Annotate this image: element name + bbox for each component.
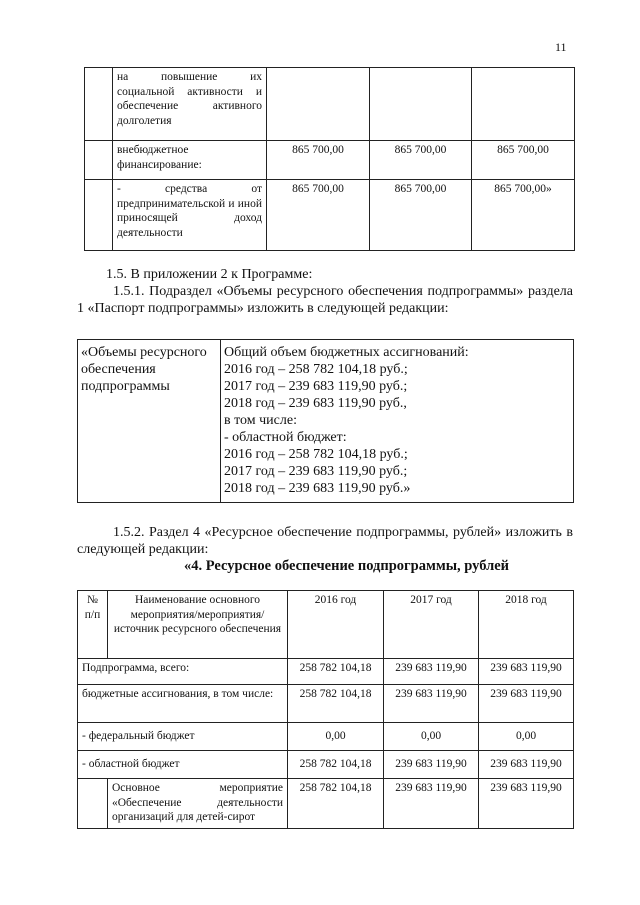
value-cell: 258 782 104,18 [288,685,384,723]
row-label: «Объемы ресурсного обеспечения подпрограммы [78,340,221,503]
table-row [78,751,574,779]
value-cell: 239 683 119,90 [384,779,479,829]
continuation-table [84,67,575,251]
value-cell: 258 782 104,18 [288,751,384,779]
table-row [78,659,574,685]
value-cell: 258 782 104,18 [288,779,384,829]
header-num: № п/п [78,591,108,659]
row-label: - средства от предпринимательской и иной приносящей доход деятельности [113,180,267,251]
paragraph-1-5: 1.5. В приложении 2 к Программе: [106,267,313,282]
value-cell: 865 700,00 [267,180,370,251]
value-cell: 0,00 [479,723,574,751]
row-label: - областной бюджет [78,751,288,779]
resource-volume-table [77,339,574,503]
table-row [85,68,575,141]
table-header-row [78,591,574,659]
value-cell: 865 700,00 [472,141,575,180]
value-cell: 239 683 119,90 [384,685,479,723]
resource-volume-text: Общий объем бюджетных ассигнований: 2016 год – 258 782 104,18 руб.; 2017 год – 239 683 119,90 руб.; 2018 год – 239 683 119,90 руб., в том числе: - областной бюджет: 2016 год – 258 782 104,18 руб.; 2017 год – 239 683 119,90 руб.; 2018 год – 239 683 119,90 руб.» [221,340,574,503]
value-cell: 865 700,00 [267,141,370,180]
row-label: бюджетные ассигнования, в том числе: [78,685,288,723]
row-label: внебюджетное финансирование: [113,141,267,180]
table-row [78,723,574,751]
paragraph-1-5-1: 1.5.1. Подраздел «Объемы ресурсного обеспечения подпрограммы» раздела 1 «Паспорт подпрограммы» изложить в следующей редакции: [77,284,573,316]
value-cell: 239 683 119,90 [479,685,574,723]
header-name: Наименование основного мероприятия/мероприятия/ источник ресурсного обеспечения [108,591,288,659]
header-2017: 2017 год [384,591,479,659]
row-label: на повышение их социальной активности и обеспечение активного долголетия [113,68,267,141]
value-cell: 258 782 104,18 [288,659,384,685]
page-number: 11 [555,40,567,54]
row-label: Основное мероприятие «Обеспечение деятельности организаций для детей-сирот [108,779,288,829]
table-row [78,685,574,723]
value-cell: 239 683 119,90 [479,751,574,779]
value-cell: 239 683 119,90 [384,659,479,685]
value-cell: 239 683 119,90 [479,779,574,829]
table-row [85,180,575,251]
value-cell: 239 683 119,90 [479,659,574,685]
value-cell: 0,00 [288,723,384,751]
value-cell: 239 683 119,90 [384,751,479,779]
value-cell: 865 700,00 [370,141,472,180]
table-row [78,340,574,503]
paragraph-1-5-2: 1.5.2. Раздел 4 «Ресурсное обеспечение подпрограммы, рублей» изложить в следующей редакции: [77,525,573,557]
value-cell: 0,00 [384,723,479,751]
value-cell: 865 700,00» [472,180,575,251]
value-cell: 865 700,00 [370,180,472,251]
resource-provision-table [77,590,574,829]
row-label: - федеральный бюджет [78,723,288,751]
section-heading: «4. Ресурсное обеспечение подпрограммы, рублей [184,558,510,574]
header-2018: 2018 год [479,591,574,659]
row-label: Подпрограмма, всего: [78,659,288,685]
table-row [78,779,574,829]
header-2016: 2016 год [288,591,384,659]
table-row [85,141,575,180]
